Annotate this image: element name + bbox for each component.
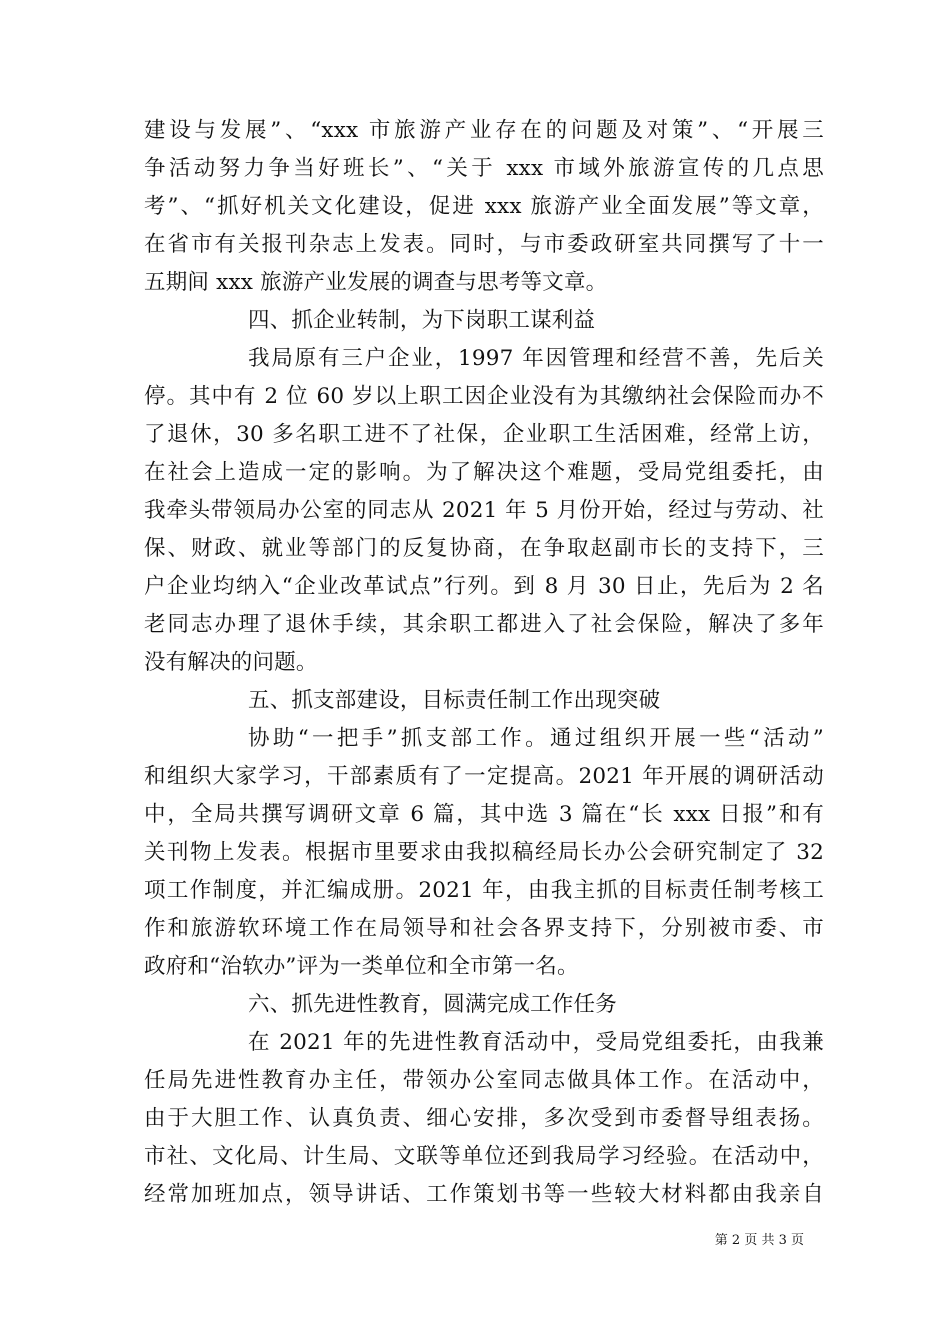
text-line: 经常加班加点，领导讲话、工作策划书等一些较大材料都由我亲自: [144, 1182, 824, 1207]
text-line: 我牵头带领局办公室的同志从 2021 年 5 月份开始，经过与劳动、社: [144, 498, 824, 523]
text-line: 了退休，30 多名职工进不了社保，企业职工生活困难，经常上访，: [144, 422, 824, 447]
text-line: 停。其中有 2 位 60 岁以上职工因企业没有为其缴纳社会保险而办不: [144, 384, 824, 409]
text-line: 在社会上造成一定的影响。为了解决这个难题，受局党组委托，由: [144, 460, 824, 485]
text-line: 老同志办理了退休手续，其余职工都进入了社会保险，解决了多年: [144, 612, 824, 637]
text-line: 在 2021 年的先进性教育活动中，受局党组委托，由我兼: [248, 1030, 824, 1055]
text-line: 在省市有关报刊杂志上发表。同时，与市委政研室共同撰写了十一: [144, 232, 824, 257]
text-line: 考”、“抓好机关文化建设，促进 xxx 旅游产业全面发展”等文章，: [144, 194, 824, 219]
text-line: 关刊物上发表。根据市里要求由我拟稿经局长办公会研究制定了 32: [144, 840, 824, 865]
text-line: 市社、文化局、计生局、文联等单位还到我局学习经验。在活动中，: [144, 1144, 824, 1169]
text-line: 保、财政、就业等部门的反复协商，在争取赵副市长的支持下，三: [144, 536, 824, 561]
text-line: 协助“一把手”抓支部工作。通过组织开展一些“活动”: [248, 726, 824, 751]
section-heading: 六、抓先进性教育，圆满完成工作任务: [248, 992, 617, 1017]
text-line: 户企业均纳入“企业改革试点”行列。到 8 月 30 日止，先后为 2 名: [144, 574, 824, 599]
text-line: 没有解决的问题。: [144, 650, 318, 675]
text-line: 中，全局共撰写调研文章 6 篇，其中选 3 篇在“长 xxx 日报”和有: [144, 802, 824, 827]
text-line: 由于大胆工作、认真负责、细心安排，多次受到市委督导组表扬。: [144, 1106, 824, 1131]
section-heading: 五、抓支部建设，目标责任制工作出现突破: [248, 688, 661, 713]
text-line: 作和旅游软环境工作在局领导和社会各界支持下，分别被市委、市: [144, 916, 824, 941]
text-line: 建设与发展”、“xxx 市旅游产业存在的问题及对策”、“开展三: [144, 118, 824, 143]
section-heading: 四、抓企业转制，为下岗职工谋利益: [248, 308, 596, 333]
text-line: 争活动努力争当好班长”、“关于 xxx 市域外旅游宣传的几点思: [144, 156, 824, 181]
text-line: 项工作制度，并汇编成册。2021 年，由我主抓的目标责任制考核工: [144, 878, 824, 903]
text-line: 和组织大家学习，干部素质有了一定提高。2021 年开展的调研活动: [144, 764, 824, 789]
text-line: 任局先进性教育办主任，带领办公室同志做具体工作。在活动中，: [144, 1068, 824, 1093]
document-body: [144, 112, 824, 1214]
page-number: 第 2 页 共 3 页: [714, 1233, 804, 1248]
text-line: 五期间 xxx 旅游产业发展的调查与思考等文章。: [144, 270, 608, 295]
text-line: 我局原有三户企业，1997 年因管理和经营不善，先后关: [248, 346, 824, 371]
text-line: 政府和“治软办”评为一类单位和全市第一名。: [144, 954, 579, 979]
